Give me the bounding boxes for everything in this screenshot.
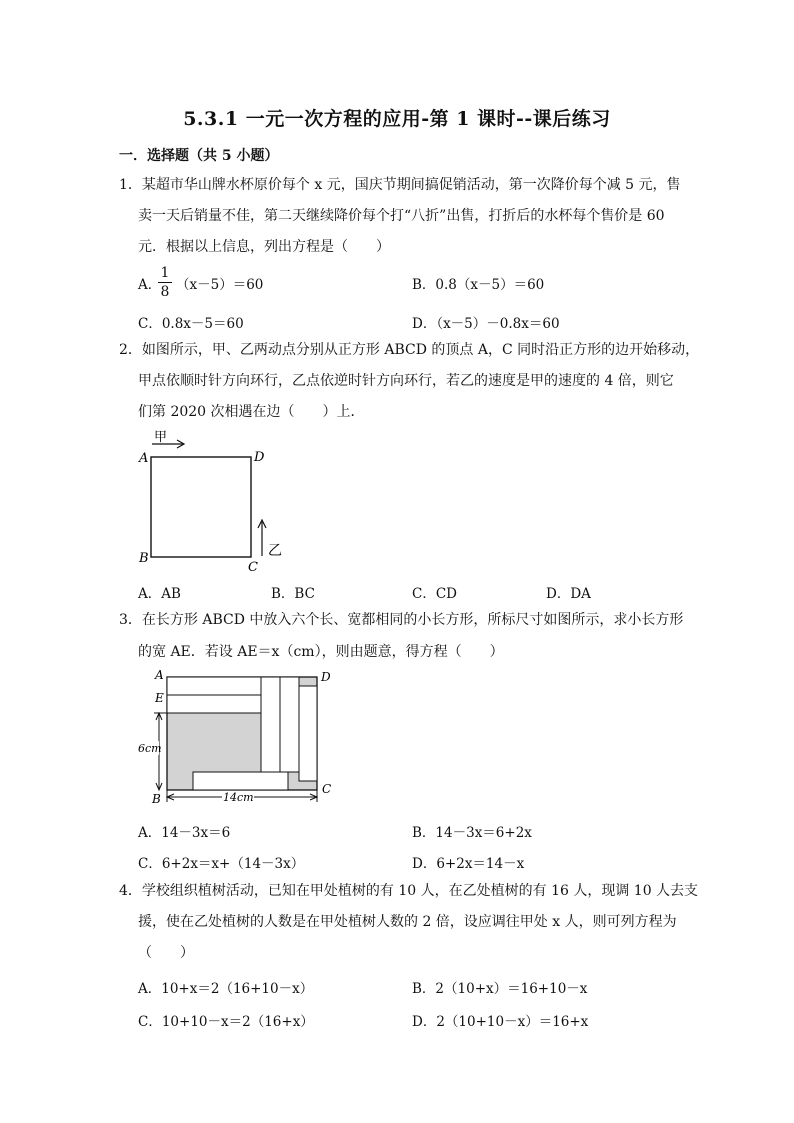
- q1-line-3: 元．根据以上信息，列出方程是（ ）: [138, 239, 390, 255]
- q3-option-d[interactable]: D．6+2x＝14－x: [412, 856, 525, 872]
- q4-option-a[interactable]: A．10+x＝2（16+10－x）: [138, 981, 314, 997]
- shaded-region-right-top: [299, 677, 317, 686]
- q2-option-d[interactable]: D．DA: [546, 586, 591, 602]
- q2-line-3: 们第 2020 次相遇在边（ ）上．: [138, 404, 365, 420]
- small-rect-6: [193, 772, 288, 790]
- fig2-label-b: B: [139, 551, 149, 566]
- fig3-label-c: C: [322, 782, 332, 796]
- fig3-label-b: B: [152, 792, 161, 806]
- q2-line-2: 甲点依顺时针方向环行，乙点依逆时针方向环行，若乙的速度是甲的速度的 4 倍，则它: [138, 373, 674, 389]
- small-rect-3: [261, 677, 280, 772]
- q4-option-d[interactable]: D．2（10+10－x）＝16+x: [412, 1014, 589, 1030]
- q4-option-c[interactable]: C．10+10－x＝2（16+x）: [138, 1014, 314, 1030]
- fig2-label-a: A: [139, 451, 149, 466]
- fig3-label-e: E: [155, 691, 164, 705]
- q1-line-2: 卖一天后销量不佳，第二天继续降价每个打“八折”出售，打折后的水杯每个售价是 60: [138, 208, 665, 224]
- fraction-numerator: 1: [160, 265, 170, 281]
- fig3-label-a: A: [155, 668, 164, 682]
- q3-line-1: 3．在长方形 ABCD 中放入六个长、宽都相同的小长方形，所标尺寸如图所示，求小长方形: [119, 612, 684, 628]
- q3-option-b[interactable]: B．14－3x＝6+2x: [412, 825, 532, 841]
- fig2-label-d: D: [254, 450, 265, 465]
- fraction-denominator: 8: [160, 284, 170, 300]
- fig3-label-d: D: [321, 670, 331, 684]
- fig3-height-label: 6cm: [138, 742, 162, 755]
- q1-option-c[interactable]: C．0.8x－5＝60: [138, 316, 244, 332]
- q3-option-a[interactable]: A．14－3x＝6: [138, 825, 231, 841]
- q2-line-1: 2．如图所示，甲、乙两动点分别从正方形 ABCD 的顶点 A，C 同时沿正方形的边开始移动，: [119, 342, 700, 358]
- q1-option-b[interactable]: B．0.8（x－5）＝60: [412, 277, 545, 293]
- q3-option-c[interactable]: C．6+2x＝x+（14－3x）: [138, 856, 305, 872]
- q1-option-d[interactable]: D．（x－5）－0.8x＝60: [412, 316, 560, 332]
- section-heading: 一．选择题（共 5 小题）: [119, 148, 279, 164]
- q2-option-a[interactable]: A．AB: [138, 586, 181, 602]
- page-title: 5.3.1 一元一次方程的应用-第 1 课时--课后练习: [183, 108, 611, 130]
- fig3-width-label: 14cm: [223, 791, 254, 804]
- small-rect-2: [167, 695, 261, 713]
- q2-option-c[interactable]: C．CD: [412, 586, 457, 602]
- q4-line-1: 4．学校组织植树活动，已知在甲处植树的有 10 人，在乙处植树的有 16 人，现调 10 人去支: [119, 883, 699, 899]
- q4-option-b[interactable]: B．2（10+x）＝16+10－x: [412, 981, 588, 997]
- q4-line-3: （ ）: [138, 945, 194, 961]
- q4-line-2: 援，使在乙处植树的人数是在甲处植树人数的 2 倍，设应调往甲处 x 人，则可列方程为: [138, 914, 677, 930]
- small-rect-5: [299, 686, 317, 781]
- fig2-yi-label: 乙: [268, 543, 282, 559]
- q1-line-1: 1．某超市华山牌水杯原价每个 x 元，国庆节期间搞促销活动，第一次降价每个减 5 元，售: [119, 177, 681, 193]
- q1-option-a-label[interactable]: A．: [138, 277, 162, 293]
- q3-line-2: 的宽 AE．若设 AE＝x（cm），则由题意，得方程（ ）: [138, 644, 504, 660]
- q1-option-a-rest: （x－5）＝60: [176, 277, 264, 293]
- q2-option-b[interactable]: B．BC: [271, 586, 315, 602]
- small-rect-4: [280, 677, 299, 772]
- fig2-jia-label: 甲: [154, 430, 168, 445]
- fig2-label-c: C: [248, 560, 258, 575]
- small-rect-1: [167, 677, 261, 695]
